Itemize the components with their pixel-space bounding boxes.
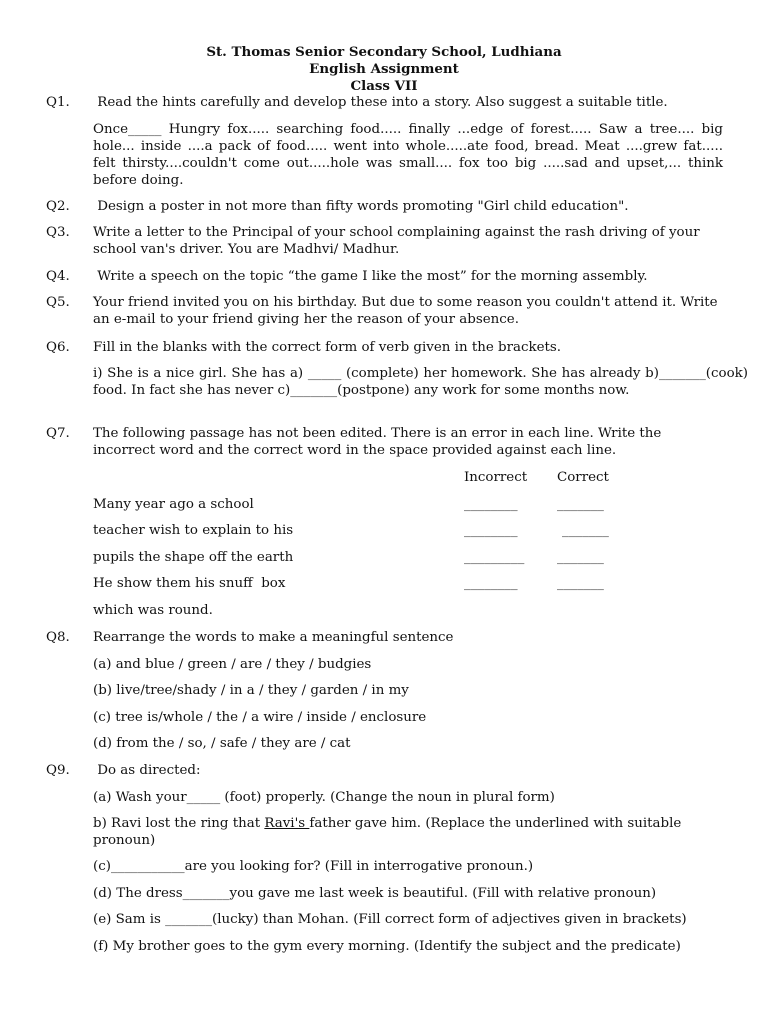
question-number: Q5. xyxy=(46,295,70,310)
passage-line: He show them his snuff box xyxy=(93,576,286,591)
question-text: Write a letter to the Principal of your school complaining against the rash driving of your school van's driver. You are Madhvi/ Madhur. xyxy=(93,225,700,257)
fill-blanks-passage: i) She is a nice girl. She has a) _____ (complete) her homework. She has already b)_______(cook) food. In fact she has never c)_______(postpone) any work for some months now. xyxy=(93,366,748,398)
school-name: St. Thomas Senior Secondary School, Ludhiana xyxy=(206,44,562,60)
question-text: Read the hints carefully and develop these into a story. Also suggest a suitable title. xyxy=(93,95,668,110)
rearrange-item: (d) from the / so, / safe / they are / cat xyxy=(93,736,351,751)
question-text: Your friend invited you on his birthday. But due to some reason you couldn't attend it. Write an e-mail to your friend giving her the reason of your absence. xyxy=(93,295,718,327)
passage-line: pupils the shape off the earth xyxy=(93,550,294,565)
column-header-correct: Correct xyxy=(557,470,609,485)
assignment-title: English Assignment xyxy=(309,61,459,77)
document-header xyxy=(0,44,768,95)
question-text: Rearrange the words to make a meaningful sentence xyxy=(93,630,454,645)
incorrect-blank[interactable]: ________ xyxy=(464,497,518,512)
passage-line: teacher wish to explain to his xyxy=(93,523,294,538)
directed-item-a: (a) Wash your_____ (foot) properly. (Change the noun in plural form) xyxy=(93,790,555,805)
correct-blank[interactable]: _______ xyxy=(557,576,604,591)
question-text: Fill in the blanks with the correct form of verb given in the brackets. xyxy=(93,340,562,355)
item-b-text-end: father gave him. (Replace the underlined with suitable xyxy=(309,816,682,831)
directed-item-b xyxy=(93,815,681,832)
correct-blank[interactable]: _______ xyxy=(557,550,604,565)
directed-item-d: (d) The dress_______you gave me last week is beautiful. (Fill with relative pronoun) xyxy=(93,886,657,901)
incorrect-blank[interactable]: _________ xyxy=(464,550,525,565)
directed-item-b-continued: pronoun) xyxy=(93,833,156,848)
question-number: Q6. xyxy=(46,340,70,355)
passage-line: which was round. xyxy=(93,603,213,618)
passage-line: Many year ago a school xyxy=(93,497,254,512)
rearrange-item: (b) live/tree/shady / in a / they / garden / in my xyxy=(93,683,409,698)
question-number: Q2. xyxy=(46,199,70,214)
question-number: Q7. xyxy=(46,426,70,441)
underlined-word: Ravi's xyxy=(264,816,310,831)
rearrange-item: (a) and blue / green / are / they / budgies xyxy=(93,657,372,672)
story-hints: Once_____ Hungry fox..... searching food..... finally ...edge of forest..... Saw a tree.... big hole... inside ....a pack of food..... went into whole.....ate food, bread. Meat ....grew fat..... felt thirsty....couldn't come out.....hole was small.... fox too big .....sad and upset,... think before doing. xyxy=(93,122,723,188)
question-number: Q1. xyxy=(46,95,70,110)
question-text: Write a speech on the topic “the game I like the most” for the morning assembly. xyxy=(93,269,648,284)
question-text: The following passage has not been edited. There is an error in each line. Write the incorrect word and the correct word in the space provided against each line. xyxy=(93,426,662,458)
correct-blank[interactable]: _______ xyxy=(562,523,609,538)
directed-item-f: (f) My brother goes to the gym every morning. (Identify the subject and the predicate) xyxy=(93,939,681,954)
incorrect-blank[interactable]: ________ xyxy=(464,576,518,591)
correct-blank[interactable]: _______ xyxy=(557,497,604,512)
question-number: Q9. xyxy=(46,763,70,778)
column-header-incorrect: Incorrect xyxy=(464,470,528,485)
question-number: Q4. xyxy=(46,269,70,284)
question-number: Q8. xyxy=(46,630,70,645)
directed-item-e: (e) Sam is _______(lucky) than Mohan. (Fill correct form of adjectives given in brackets) xyxy=(93,912,687,927)
question-number: Q3. xyxy=(46,225,70,240)
incorrect-blank[interactable]: ________ xyxy=(464,523,518,538)
question-text: Design a poster in not more than fifty words promoting "Girl child education". xyxy=(93,199,629,214)
class-label: Class VII xyxy=(350,78,418,94)
item-b-text: b) Ravi lost the ring that xyxy=(93,816,265,831)
directed-item-c: (c)___________are you looking for? (Fill in interrogative pronoun.) xyxy=(93,859,534,874)
rearrange-item: (c) tree is/whole / the / a wire / inside / enclosure xyxy=(93,710,427,725)
question-text: Do as directed: xyxy=(93,763,201,778)
